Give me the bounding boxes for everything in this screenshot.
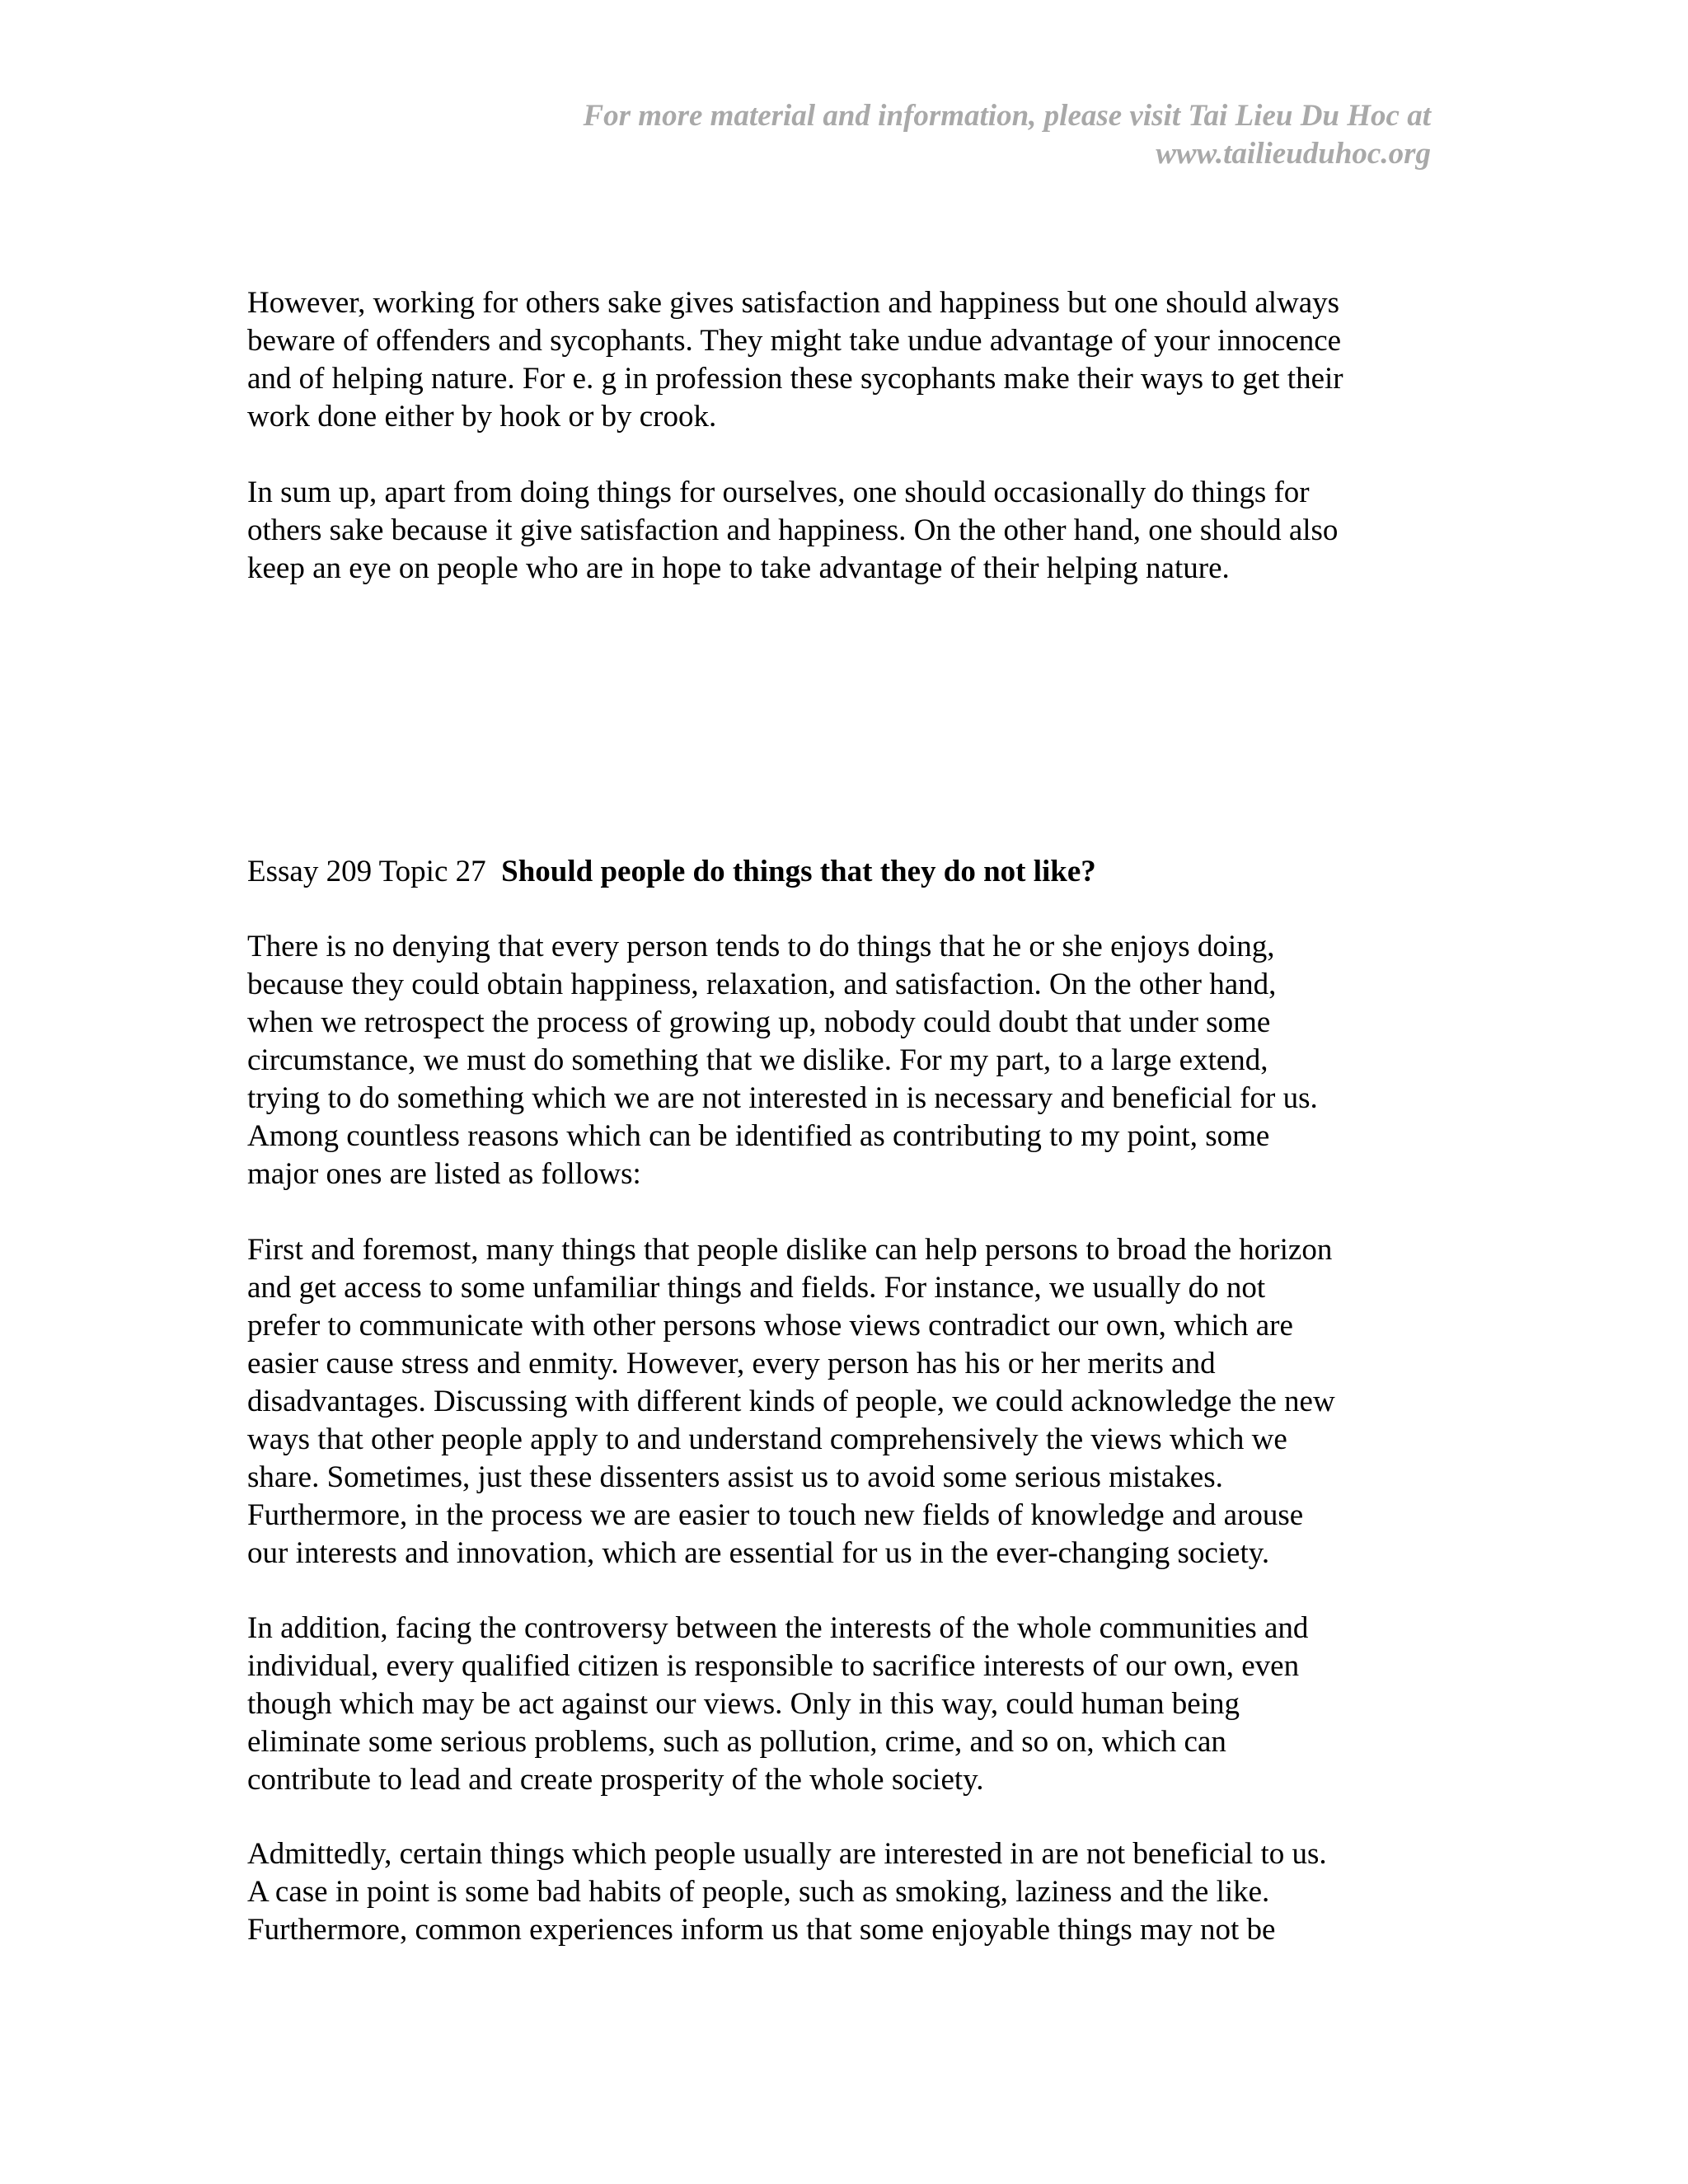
essay-label: Essay 209 Topic 27	[247, 855, 486, 888]
text-line: share. Sometimes, just these dissenters assist us to avoid some serious mistakes.	[247, 1460, 1223, 1494]
text-line: though which may be act against our views. Only in this way, could human being	[247, 1687, 1240, 1721]
header-link[interactable]: www.tailieuduhoc.org	[1156, 137, 1431, 171]
text-line: easier cause stress and enmity. However, every person has his or her merits and	[247, 1347, 1216, 1380]
text-line: eliminate some serious problems, such as pollution, crime, and so on, which can	[247, 1725, 1226, 1759]
paragraph-helping-others	[247, 284, 1442, 436]
text-line: individual, every qualified citizen is responsible to sacrifice interests of our own, even	[247, 1649, 1300, 1683]
text-line: prefer to communicate with other persons whose views contradict our own, which are	[247, 1309, 1293, 1343]
essay-heading	[247, 853, 1442, 891]
text-line: ways that other people apply to and understand comprehensively the views which we	[247, 1422, 1287, 1456]
text-line: circumstance, we must do something that we dislike. For my part, to a large extend,	[247, 1043, 1268, 1077]
text-line: beware of offenders and sycophants. They might take undue advantage of your innocence	[247, 324, 1342, 358]
text-line: In sum up, apart from doing things for ourselves, one should occasionally do things for	[247, 476, 1310, 509]
text-line: and get access to some unfamiliar things and fields. For instance, we usually do not	[247, 1271, 1266, 1305]
paragraph-conclusion	[247, 474, 1442, 588]
paragraph-counterpoint	[247, 1835, 1442, 1949]
text-line: and of helping nature. For e. g in profession these sycophants make their ways to get their	[247, 362, 1343, 396]
text-line: Admittedly, certain things which people usually are interested in are not beneficial to us.	[247, 1837, 1327, 1871]
text-line: others sake because it give satisfaction and happiness. On the other hand, one should also	[247, 513, 1339, 547]
paragraph-introduction	[247, 928, 1442, 1193]
text-line: Among countless reasons which can be identified as contributing to my point, some	[247, 1119, 1270, 1153]
text-line: However, working for others sake gives satisfaction and happiness but one should always	[247, 286, 1340, 320]
text-line: keep an eye on people who are in hope to take advantage of their helping nature.	[247, 551, 1230, 585]
text-line: Furthermore, common experiences inform us that some enjoyable things may not be	[247, 1913, 1276, 1947]
text-line: contribute to lead and create prosperity of the whole society.	[247, 1763, 984, 1797]
essay-title: Should people do things that they do not like?	[501, 855, 1096, 888]
paragraph-second-reason	[247, 1610, 1442, 1799]
page-header	[277, 97, 1431, 173]
text-line: major ones are listed as follows:	[247, 1157, 641, 1191]
text-line: There is no denying that every person tends to do things that he or she enjoys doing,	[247, 930, 1275, 963]
header-line-1: For more material and information, please visit Tai Lieu Du Hoc at	[583, 99, 1431, 133]
text-line: First and foremost, many things that people dislike can help persons to broad the horizon	[247, 1233, 1333, 1267]
text-line: trying to do something which we are not interested in is necessary and beneficial for us.	[247, 1081, 1318, 1115]
text-line: Furthermore, in the process we are easier to touch new fields of knowledge and arouse	[247, 1498, 1304, 1532]
text-line: work done either by hook or by crook.	[247, 400, 717, 434]
text-line: In addition, facing the controversy between the interests of the whole communities and	[247, 1611, 1309, 1645]
text-line: A case in point is some bad habits of people, such as smoking, laziness and the like.	[247, 1875, 1270, 1909]
text-line: because they could obtain happiness, relaxation, and satisfaction. On the other hand,	[247, 968, 1277, 1001]
text-line: when we retrospect the process of growing up, nobody could doubt that under some	[247, 1005, 1271, 1039]
text-line: our interests and innovation, which are essential for us in the ever-changing society.	[247, 1536, 1270, 1570]
paragraph-first-reason	[247, 1231, 1442, 1572]
text-line: disadvantages. Discussing with different kinds of people, we could acknowledge the new	[247, 1385, 1335, 1418]
